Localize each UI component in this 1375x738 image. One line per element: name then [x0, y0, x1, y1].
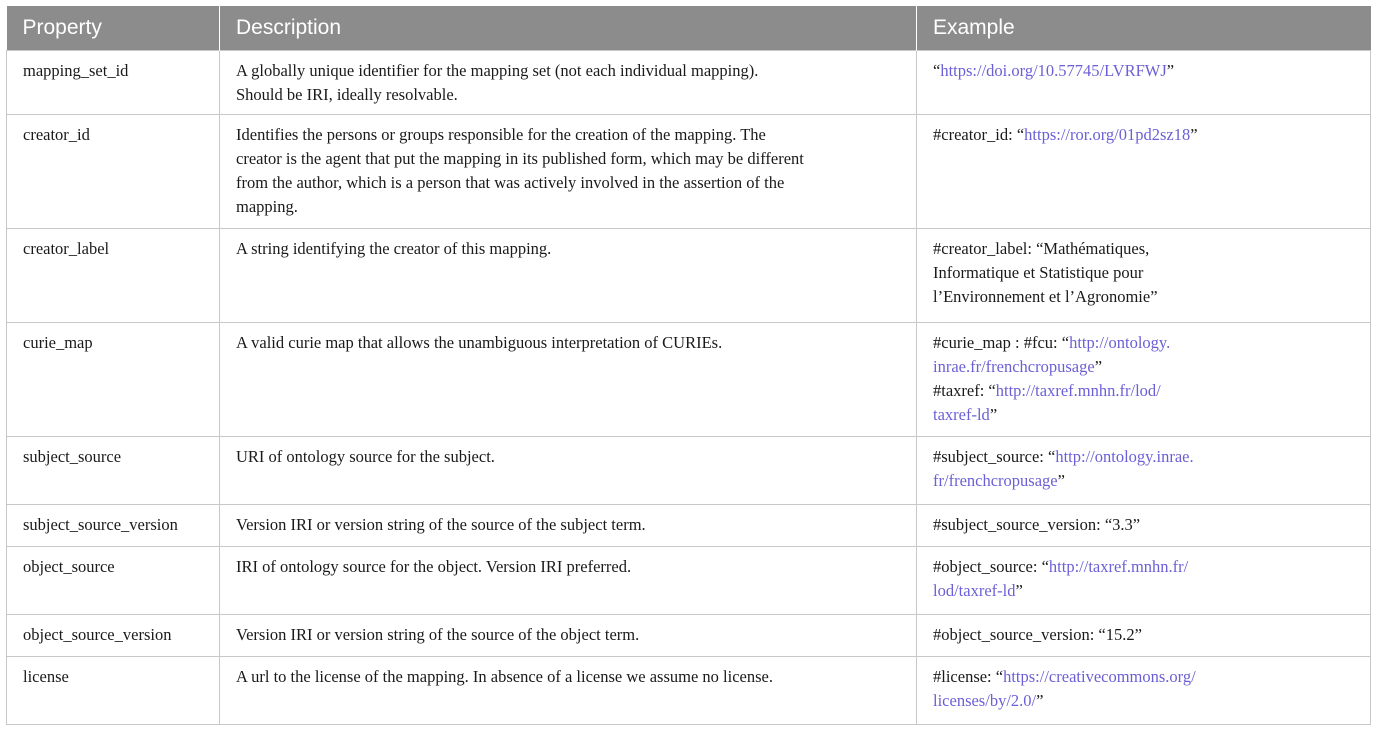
example-text: “	[933, 60, 941, 80]
example-line	[933, 261, 1360, 285]
example-link[interactable]: https://creativecommons.org/	[1003, 666, 1196, 686]
example-line	[933, 285, 1360, 309]
description-line: Identifies the persons or groups responsible for the creation of the mapping. The	[236, 124, 766, 144]
example-link[interactable]: taxref-ld	[933, 404, 990, 424]
table-row	[7, 504, 1371, 546]
table-row	[7, 228, 1371, 322]
table-header	[7, 6, 1371, 50]
description-cell	[220, 50, 917, 114]
description-line: mapping.	[236, 196, 298, 216]
property-cell: object_source	[7, 546, 220, 614]
example-line	[933, 445, 1360, 469]
table-row	[7, 322, 1371, 436]
example-link[interactable]: https://ror.org/01pd2sz18	[1024, 124, 1191, 144]
property-cell: object_source_version	[7, 614, 220, 656]
example-cell	[917, 656, 1371, 724]
example-line	[933, 123, 1360, 147]
description-cell	[220, 114, 917, 228]
table-row	[7, 546, 1371, 614]
header-example: Example	[917, 6, 1371, 50]
description-line: URI of ontology source for the subject.	[236, 446, 495, 466]
table-row	[7, 50, 1371, 114]
example-text: #subject_source_version: “3.3”	[933, 514, 1141, 534]
example-link[interactable]: http://ontology.inrae.	[1055, 446, 1194, 466]
example-text: Informatique et Statistique pour	[933, 262, 1144, 282]
example-text: ”	[1166, 60, 1175, 80]
description-line: Version IRI or version string of the source of the subject term.	[236, 514, 646, 534]
description-cell	[220, 656, 917, 724]
example-line	[933, 469, 1360, 493]
example-line	[933, 331, 1360, 355]
example-text: ”	[1057, 470, 1065, 490]
description-line: from the author, which is a person that was actively involved in the assertion of the	[236, 172, 785, 192]
table-row	[7, 614, 1371, 656]
description-line: creator is the agent that put the mapping in its published form, which may be different	[236, 148, 804, 168]
table-row	[7, 114, 1371, 228]
example-cell	[917, 50, 1371, 114]
example-link[interactable]: lod/taxref-ld	[933, 580, 1016, 600]
description-cell	[220, 322, 917, 436]
example-link[interactable]: http://taxref.mnhn.fr/lod/	[995, 380, 1161, 400]
example-link[interactable]: https://doi.org/10.57745/LVRFWJ	[940, 60, 1167, 80]
property-cell: subject_source	[7, 436, 220, 504]
example-text: #object_source_version: “15.2”	[933, 624, 1142, 644]
example-cell	[917, 436, 1371, 504]
example-text: l’Environnement et l’Agronomie”	[933, 286, 1158, 306]
description-cell	[220, 436, 917, 504]
property-cell: curie_map	[7, 322, 220, 436]
description-line: A url to the license of the mapping. In absence of a license we assume no license.	[236, 666, 773, 686]
description-cell	[220, 504, 917, 546]
example-cell	[917, 322, 1371, 436]
table-row	[7, 656, 1371, 724]
example-text: #creator_id: “	[933, 124, 1025, 144]
property-cell: mapping_set_id	[7, 50, 220, 114]
description-line: IRI of ontology source for the object. Version IRI preferred.	[236, 556, 632, 576]
example-line	[933, 59, 1360, 83]
example-text: #object_source: “	[933, 556, 1049, 576]
description-line: A globally unique identifier for the mapping set (not each individual mapping).	[236, 60, 759, 80]
description-cell	[220, 228, 917, 322]
property-cell: license	[7, 656, 220, 724]
table-row	[7, 436, 1371, 504]
description-cell	[220, 546, 917, 614]
example-link[interactable]: http://taxref.mnhn.fr/	[1048, 556, 1189, 576]
example-text: ”	[1094, 356, 1103, 376]
example-link[interactable]: licenses/by/2.0/	[933, 690, 1037, 710]
property-cell: subject_source_version	[7, 504, 220, 546]
example-line	[933, 555, 1360, 579]
header-description: Description	[220, 6, 917, 50]
example-cell	[917, 504, 1371, 546]
example-text: #license: “	[933, 666, 1004, 686]
example-link[interactable]: http://ontology.	[1069, 332, 1171, 352]
example-text: ”	[1190, 124, 1198, 144]
example-line	[933, 689, 1360, 713]
example-line	[933, 403, 1360, 427]
example-text: #subject_source: “	[933, 446, 1056, 466]
example-text: ”	[1015, 580, 1023, 600]
property-cell: creator_label	[7, 228, 220, 322]
description-line: Should be IRI, ideally resolvable.	[236, 84, 458, 104]
example-line	[933, 665, 1360, 689]
example-text: #creator_label: “Mathématiques,	[933, 238, 1150, 258]
example-line	[933, 513, 1360, 537]
header-row	[7, 6, 1371, 50]
example-line	[933, 355, 1360, 379]
example-cell	[917, 228, 1371, 322]
example-link[interactable]: fr/frenchcropusage	[933, 470, 1058, 490]
example-cell	[917, 114, 1371, 228]
example-line	[933, 379, 1360, 403]
example-cell	[917, 614, 1371, 656]
header-property: Property	[7, 6, 220, 50]
description-line: A valid curie map that allows the unambiguous interpretation of CURIEs.	[236, 332, 723, 352]
property-cell: creator_id	[7, 114, 220, 228]
example-cell	[917, 546, 1371, 614]
example-text: #curie_map : #fcu: “	[933, 332, 1070, 352]
example-line	[933, 623, 1360, 647]
description-cell	[220, 614, 917, 656]
description-line: A string identifying the creator of this mapping.	[236, 238, 552, 258]
properties-table	[6, 6, 1371, 725]
example-text: ”	[1036, 690, 1044, 710]
example-line	[933, 237, 1360, 261]
example-text: #taxref: “	[933, 380, 996, 400]
table-body	[7, 50, 1371, 724]
example-link[interactable]: inrae.fr/frenchcropusage	[933, 356, 1095, 376]
description-line: Version IRI or version string of the source of the object term.	[236, 624, 640, 644]
example-line	[933, 579, 1360, 603]
example-text: ”	[989, 404, 998, 424]
